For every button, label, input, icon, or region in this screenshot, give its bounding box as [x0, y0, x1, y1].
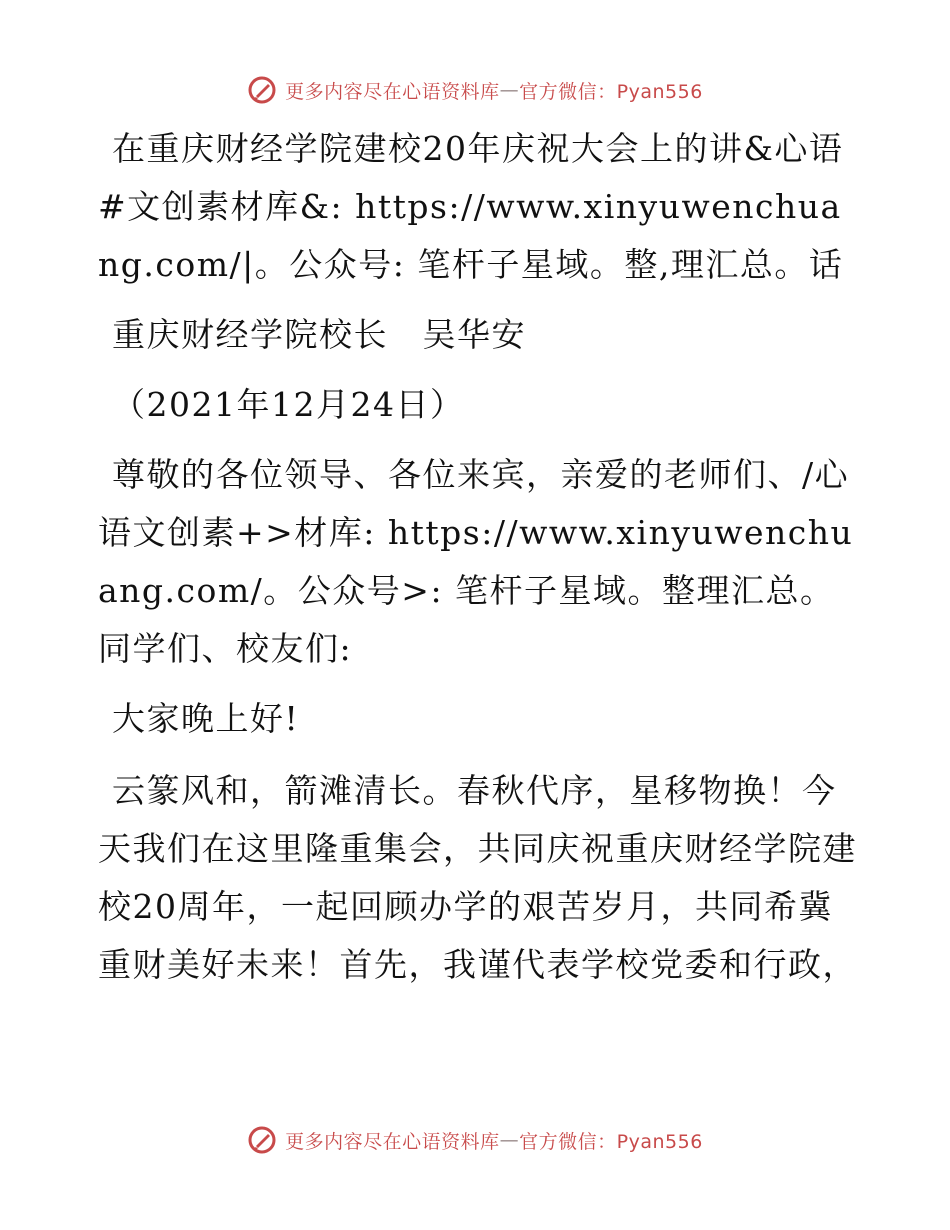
- body-paragraph: 云篆风和，箭滩清长。春秋代序，星移物换！今天我们在这里隆重集会，共同庆祝重庆财经学院建校20周年，一起回顾办学的艰苦岁月，共同希冀重财美好未来！首先，我谨代表学校党委和行政，: [98, 771, 857, 984]
- quill-seal-icon: [247, 1125, 277, 1155]
- greeting: 大家晚上好!: [112, 699, 300, 738]
- header-watermark: [0, 70, 950, 110]
- watermark-separator: —: [499, 79, 520, 101]
- salutation: 尊敬的各位领导、各位来宾，亲爱的老师们、/心语文创素+>材库: https://www.xinyuwenchuang.com/。公众号>: 笔杆子星域。整理汇总。同学们、校友们:: [98, 455, 854, 668]
- speech-title: 在重庆财经学院建校20年庆祝大会上的讲&心语#文创素材库&: https://www.xinyuwenchuang.com/|。公众号: 笔杆子星域。整,理汇总。话: [98, 129, 844, 284]
- speaker-line: 重庆财经学院校长 吴华安: [112, 315, 526, 354]
- footer-watermark: [0, 1120, 950, 1160]
- watermark-separator: —: [499, 1129, 520, 1151]
- watermark-contact: 官方微信：Pyan556: [519, 80, 703, 103]
- speech-date: （2021年12月24日）: [112, 385, 465, 424]
- watermark-text: 更多内容尽在心语资料库: [285, 1130, 500, 1153]
- watermark-contact: 官方微信：Pyan556: [519, 1130, 703, 1153]
- document-body: [98, 120, 858, 994]
- quill-seal-icon: [247, 75, 277, 105]
- watermark-text: 更多内容尽在心语资料库: [285, 80, 500, 103]
